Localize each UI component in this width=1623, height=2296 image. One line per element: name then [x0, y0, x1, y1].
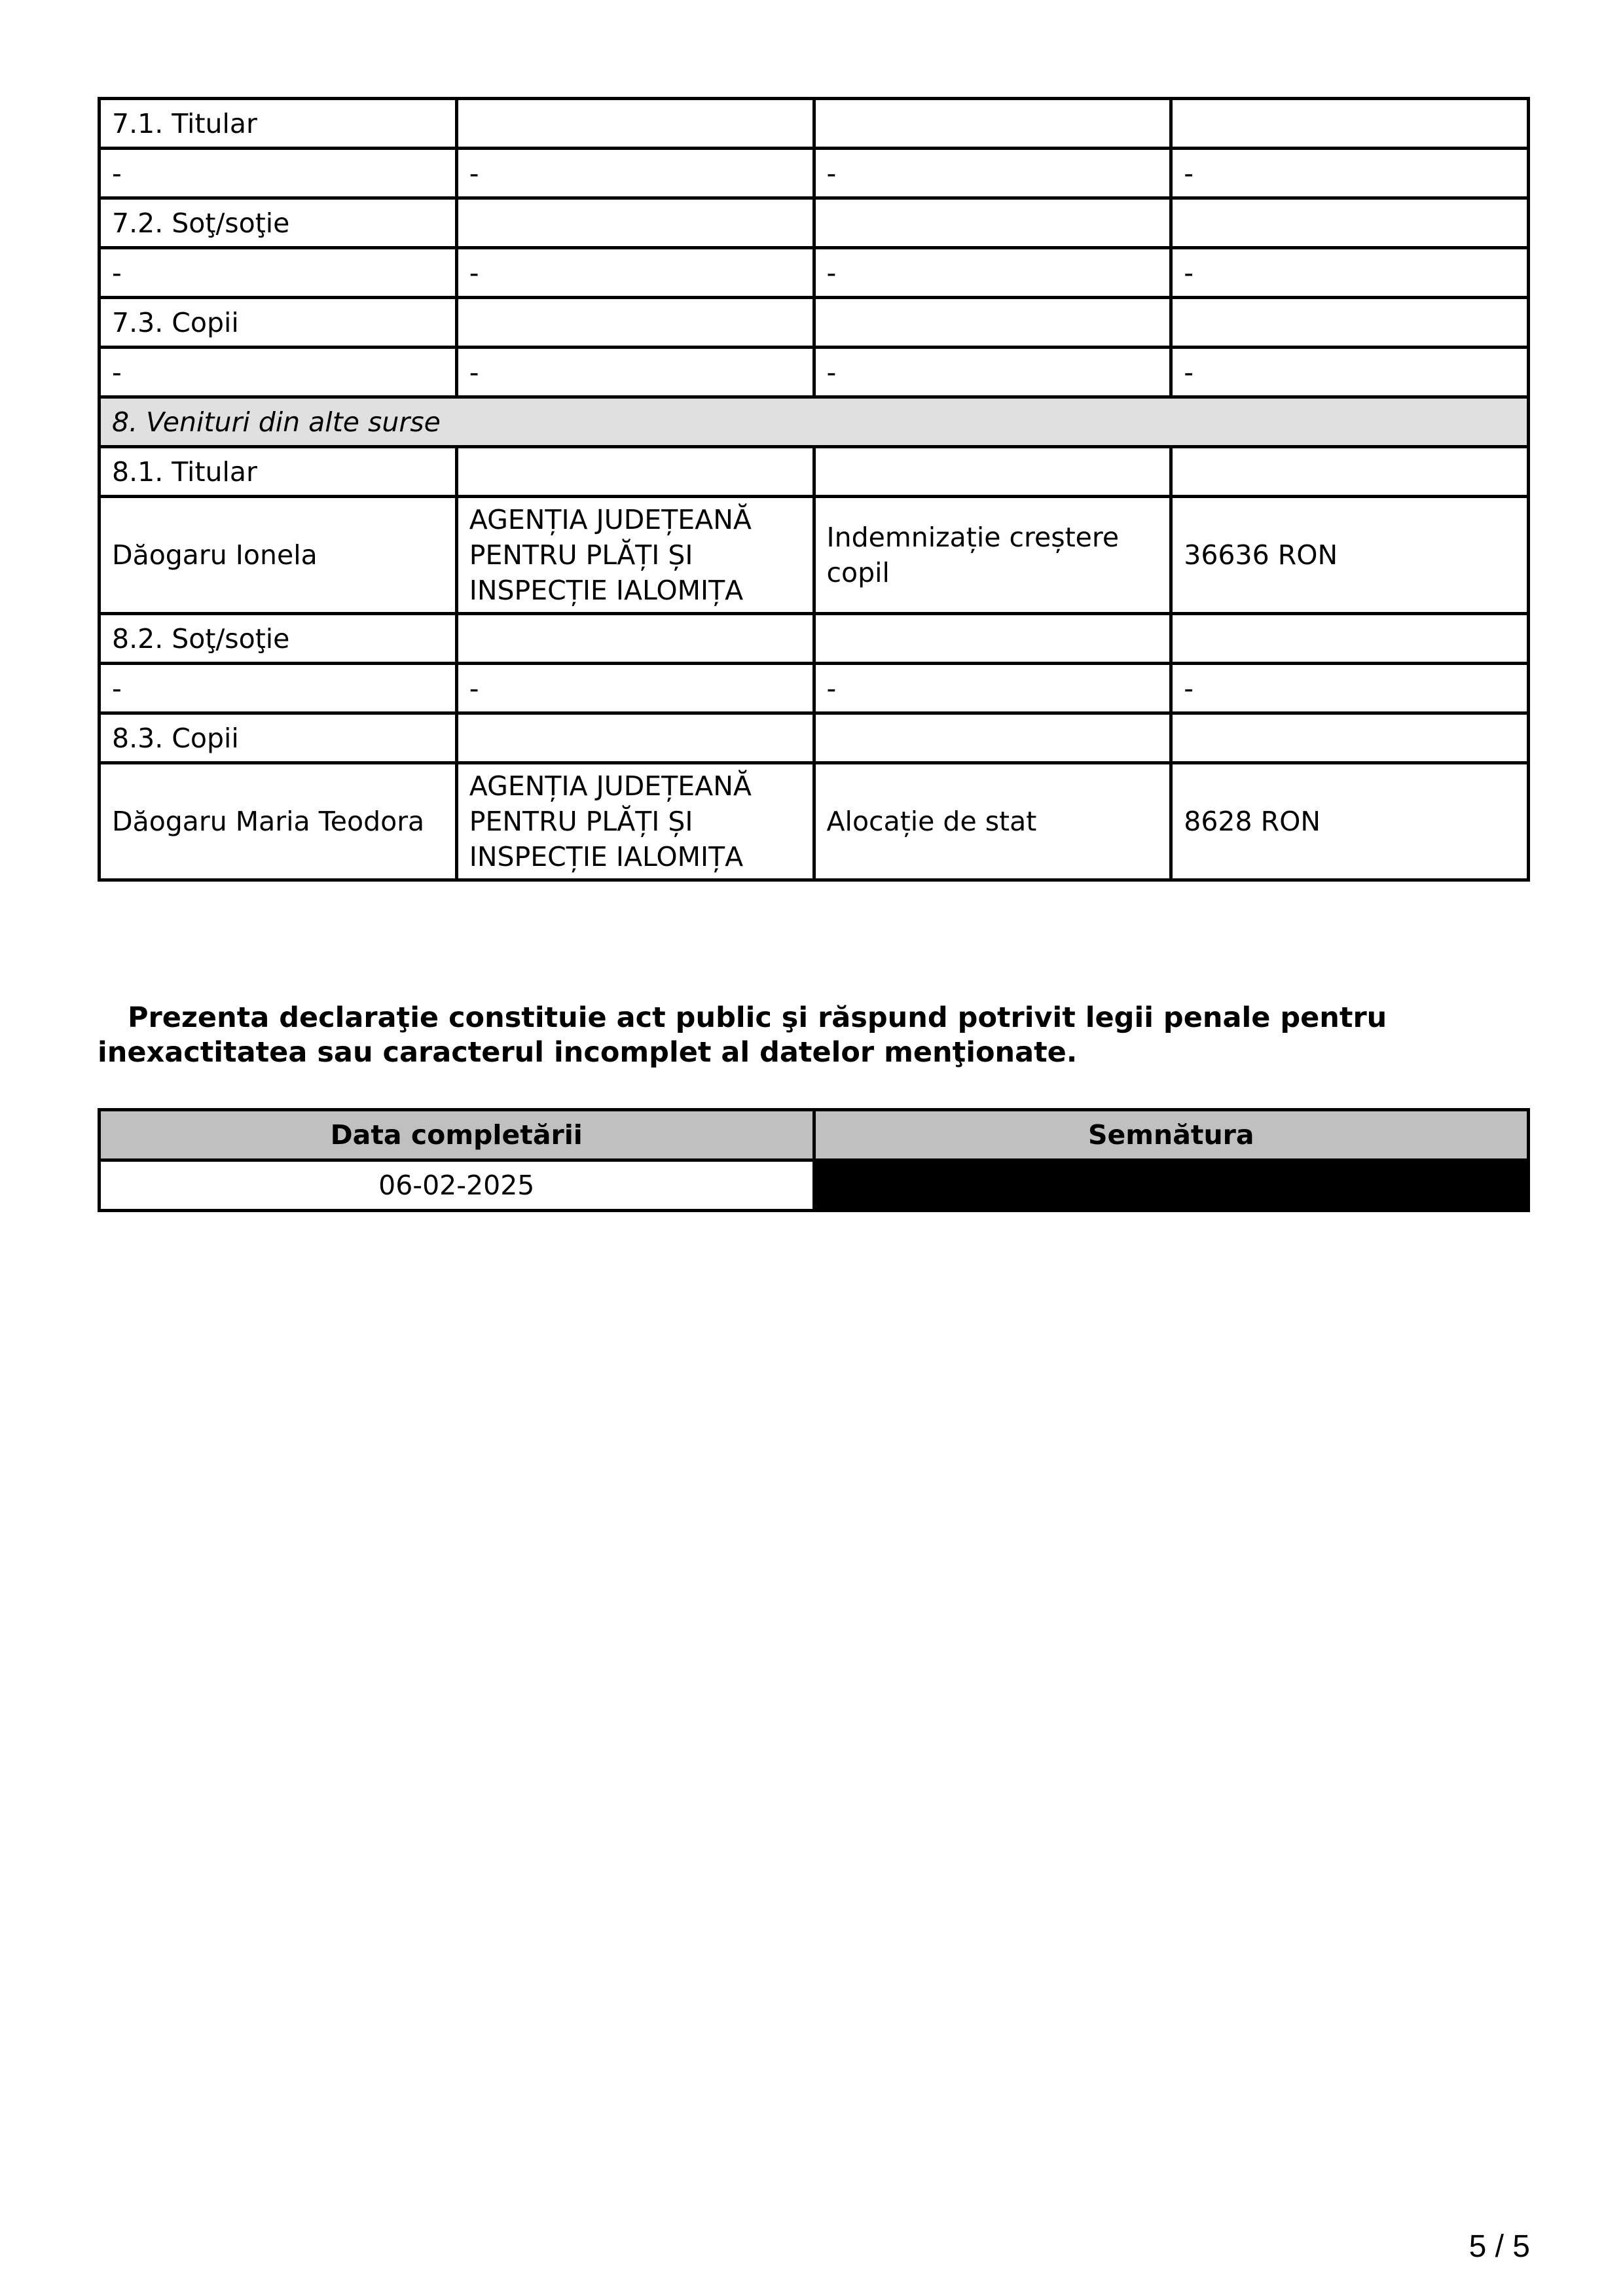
table-cell: 7.1. Titular: [100, 99, 457, 149]
table-cell: -: [1171, 248, 1529, 298]
table-cell: -: [456, 248, 814, 298]
table-cell: [814, 298, 1171, 348]
redacted-signature: [814, 1160, 1529, 1211]
table-cell: -: [1171, 348, 1529, 397]
table-cell: -: [814, 248, 1171, 298]
table-row: [100, 664, 1529, 713]
income-amount-cell: 8628 RON: [1171, 763, 1529, 880]
table-cell: [814, 713, 1171, 763]
legal-declaration-notice: Prezenta declaraţie constituie act public şi răspund potrivit legii penale pentru inexactitatea sau caracterul incomplet al datelor menţionate.: [98, 1001, 1387, 1069]
table-cell: [814, 447, 1171, 497]
table-row: [100, 447, 1529, 497]
table-row: [100, 248, 1529, 298]
table-cell: [456, 99, 814, 149]
table-row: [100, 348, 1529, 397]
table-cell: [814, 614, 1171, 664]
table-cell: [1171, 614, 1529, 664]
income-type-cell: Indemnizație creștere copil: [814, 497, 1171, 614]
source-cell: AGENȚIA JUDEȚEANĂ PENTRU PLĂȚI ȘI INSPECȚIE IALOMIȚA: [456, 497, 814, 614]
table-cell: -: [100, 348, 457, 397]
table-cell: -: [100, 248, 457, 298]
table-cell: -: [814, 149, 1171, 198]
table-row: [100, 99, 1529, 149]
table-cell: 8.3. Copii: [100, 713, 457, 763]
table-cell: [456, 198, 814, 248]
income-table: [98, 97, 1530, 882]
table-cell: 8.2. Soţ/soţie: [100, 614, 457, 664]
income-table-body: [100, 99, 1529, 880]
table-cell: -: [814, 664, 1171, 713]
table-cell: [1171, 198, 1529, 248]
table-cell: [814, 198, 1171, 248]
table-cell: [1171, 99, 1529, 149]
signature-value-row: [100, 1160, 1529, 1211]
table-row: [100, 497, 1529, 614]
income-type-cell: Alocație de stat: [814, 763, 1171, 880]
completion-date: 06-02-2025: [100, 1160, 814, 1211]
table-row: [100, 198, 1529, 248]
table-cell: [456, 614, 814, 664]
table-row: [100, 763, 1529, 880]
table-cell: [1171, 713, 1529, 763]
table-cell: -: [814, 348, 1171, 397]
table-cell: [1171, 298, 1529, 348]
table-cell: [456, 447, 814, 497]
signature-table: [98, 1108, 1530, 1212]
source-cell: AGENȚIA JUDEȚEANĂ PENTRU PLĂȚI ȘI INSPECȚIE IALOMIȚA: [456, 763, 814, 880]
section-title: 8. Venituri din alte surse: [100, 397, 1529, 447]
table-cell: -: [100, 664, 457, 713]
table-cell: -: [456, 149, 814, 198]
signature-header: Semnătura: [814, 1110, 1529, 1160]
beneficiary-cell: Dăogaru Maria Teodora: [100, 763, 457, 880]
table-cell: -: [456, 664, 814, 713]
signature-table-body: [100, 1110, 1529, 1211]
table-cell: [456, 713, 814, 763]
beneficiary-cell: Dăogaru Ionela: [100, 497, 457, 614]
signature-header-row: [100, 1110, 1529, 1160]
income-amount-cell: 36636 RON: [1171, 497, 1529, 614]
table-cell: 8.1. Titular: [100, 447, 457, 497]
table-cell: [1171, 447, 1529, 497]
table-row: [100, 149, 1529, 198]
section-header-row: [100, 397, 1529, 447]
page-number: 5 / 5: [1468, 2229, 1530, 2264]
table-cell: [456, 298, 814, 348]
date-header: Data completării: [100, 1110, 814, 1160]
table-row: [100, 713, 1529, 763]
table-cell: 7.2. Soţ/soţie: [100, 198, 457, 248]
table-cell: -: [1171, 149, 1529, 198]
table-cell: -: [100, 149, 457, 198]
table-cell: 7.3. Copii: [100, 298, 457, 348]
table-row: [100, 614, 1529, 664]
table-row: [100, 298, 1529, 348]
table-cell: -: [456, 348, 814, 397]
table-cell: [814, 99, 1171, 149]
table-cell: -: [1171, 664, 1529, 713]
